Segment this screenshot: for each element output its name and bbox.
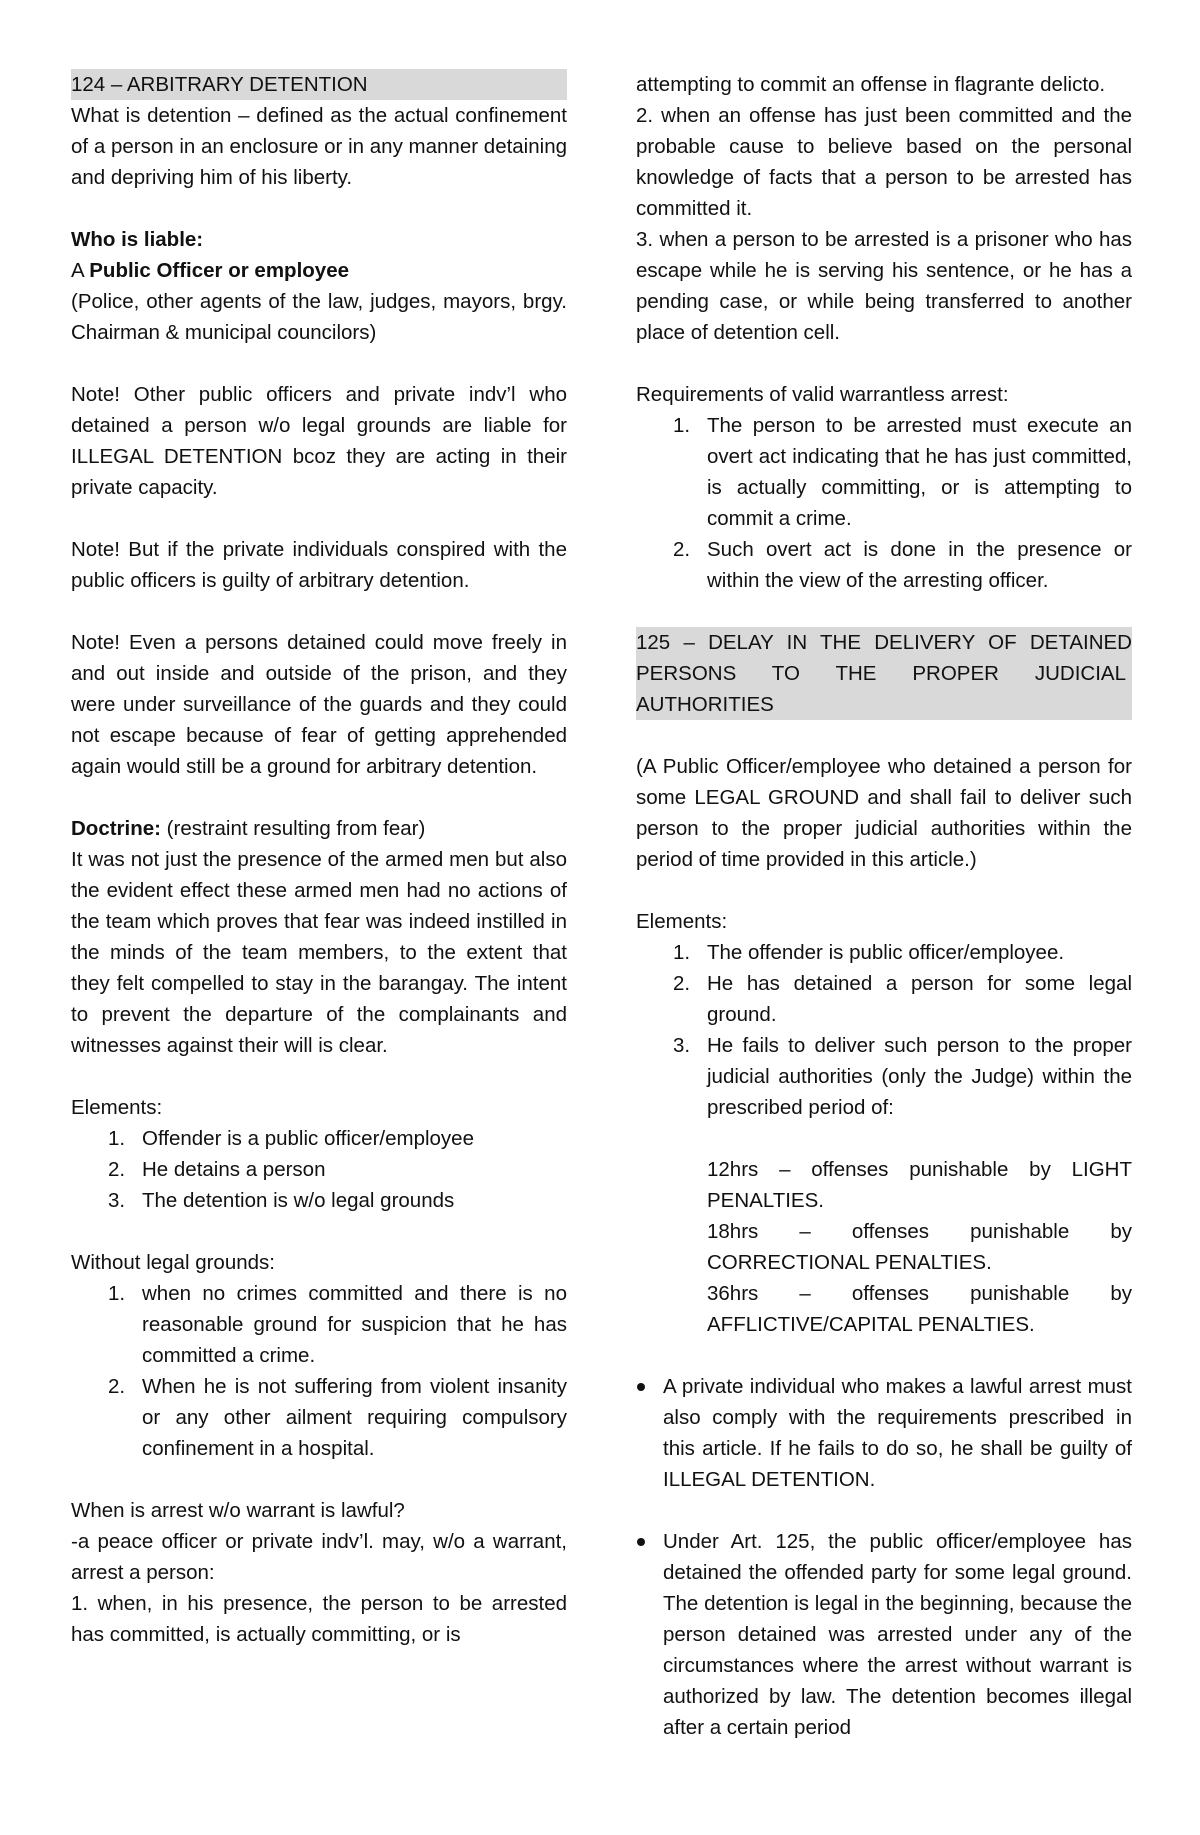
list-item: 1. The offender is public officer/employee. bbox=[673, 941, 1065, 964]
without-legal-grounds-list bbox=[71, 1278, 567, 1464]
warrantless-heading: When is arrest w/o warrant is lawful? bbox=[71, 1499, 405, 1522]
note-2: Note! But if the private individuals conspired with the public officers is guilty of arbitrary detention. bbox=[71, 538, 567, 592]
elements-heading: Elements: bbox=[71, 1096, 163, 1119]
elements-list-125 bbox=[636, 937, 1132, 1123]
right-column bbox=[636, 69, 1132, 1743]
list-item: 2. When he is not suffering from violent insanity or any other ailment requiring compulsory confinement in a hospital. bbox=[108, 1375, 567, 1460]
list-item: 1. Offender is a public officer/employee bbox=[108, 1127, 474, 1150]
bullet-icon bbox=[637, 1383, 645, 1391]
period-afflictive: 36hrs – offenses punishable by AFFLICTIVE/CAPITAL PENALTIES. bbox=[707, 1282, 1132, 1336]
who-liable-officer: Public Officer or employee bbox=[89, 259, 349, 282]
list-item: 2. He detains a person bbox=[108, 1158, 326, 1181]
warrantless-item-1-cont: attempting to commit an offense in flagrante delicto. bbox=[636, 73, 1106, 96]
art125-title-line-2: PERSONS TO THE PROPER JUDICIAL AUTHORITIES bbox=[636, 658, 1132, 720]
bullet-item-art125: Under Art. 125, the public officer/employee has detained the offended party for some legal ground. The detention is legal in the beginning, because the person detained was arrested under any of the circumstances where the arrest without warrant is authorized by law. The detention becomes illegal after a certain period bbox=[636, 1526, 1132, 1743]
art125-title-line-1: 125 – DELAY IN THE DELIVERY OF DETAINED bbox=[636, 627, 1132, 658]
elements-heading-125: Elements: bbox=[636, 910, 728, 933]
list-item: 3. He fails to deliver such person to the proper judicial authorities (only the Judge) within the prescribed period of: bbox=[673, 1034, 1132, 1119]
doctrine-line bbox=[71, 813, 567, 844]
list-item: 1. The person to be arrested must execute an overt act indicating that he has just committed, is actually committing, or is attempting to commit a crime. bbox=[673, 414, 1132, 530]
note-3: Note! Even a persons detained could move freely in and out inside and outside of the prison, and they were under surveillance of the guards and they could not escape because of fear of getting apprehended again would still be a ground for arbitrary detention. bbox=[71, 631, 567, 778]
period-correctional: 18hrs – offenses punishable by CORRECTIONAL PENALTIES. bbox=[707, 1220, 1132, 1274]
list-item: 2. He has detained a person for some legal ground. bbox=[673, 972, 1132, 1026]
who-liable-a: A bbox=[71, 259, 90, 282]
note-1: Note! Other public officers and private indv’l who detained a person w/o legal grounds are liable for ILLEGAL DETENTION bcoz they are acting in their private capacity. bbox=[71, 383, 567, 499]
warrantless-item-1: 1. when, in his presence, the person to be arrested has committed, is actually committing, or is bbox=[71, 1592, 567, 1646]
who-liable-examples: (Police, other agents of the law, judges, mayors, brgy. Chairman & municipal councilors) bbox=[71, 290, 567, 344]
warrantless-item-2: 2. when an offense has just been committed and the probable cause to believe based on the personal knowledge of facts that a person to be arrested has committed it. bbox=[636, 104, 1132, 220]
art124-title: 124 – ARBITRARY DETENTION bbox=[71, 69, 567, 100]
who-liable-heading: Who is liable: bbox=[71, 228, 204, 251]
list-item: 2. Such overt act is done in the presence or within the view of the arresting officer. bbox=[673, 538, 1132, 592]
warrantless-intro: -a peace officer or private indv’l. may, w/o a warrant, arrest a person: bbox=[71, 1530, 567, 1584]
doctrine-label: Doctrine: bbox=[71, 817, 161, 840]
list-item: 1. when no crimes committed and there is no reasonable ground for suspicion that he has committed a crime. bbox=[108, 1282, 567, 1367]
doctrine-subtitle: (restraint resulting from fear) bbox=[160, 817, 426, 840]
elements-list bbox=[71, 1123, 567, 1216]
warrantless-item-3: 3. when a person to be arrested is a prisoner who has escape while he is serving his sentence, or he has a pending case, or while being transferred to another place of detention cell. bbox=[636, 228, 1132, 344]
requirements-heading: Requirements of valid warrantless arrest: bbox=[636, 383, 1009, 406]
bullet-icon bbox=[637, 1538, 645, 1546]
bullet-item-private-individual: A private individual who makes a lawful arrest must also comply with the requirements prescribed in this article. If he fails to do so, he shall be guilty of ILLEGAL DETENTION. bbox=[636, 1371, 1132, 1495]
bullet-list bbox=[636, 1371, 1132, 1743]
period-light: 12hrs – offenses punishable by LIGHT PENALTIES. bbox=[707, 1158, 1132, 1212]
without-legal-grounds-heading: Without legal grounds: bbox=[71, 1251, 275, 1274]
left-column bbox=[71, 69, 567, 1650]
art125-description: (A Public Officer/employee who detained a person for some LEGAL GROUND and shall fail to deliver such person to the proper judicial authorities within the period of time provided in this article.) bbox=[636, 755, 1132, 871]
doctrine-text: It was not just the presence of the armed men but also the evident effect these armed men had no actions of the team which proves that fear was indeed instilled in the minds of the team members, to the extent that they felt compelled to stay in the barangay. The intent to prevent the departure of the complainants and witnesses against their will is clear. bbox=[71, 848, 567, 1057]
requirements-list bbox=[636, 410, 1132, 596]
list-item: 3. The detention is w/o legal grounds bbox=[108, 1189, 455, 1212]
detention-definition: What is detention – defined as the actual confinement of a person in an enclosure or in any manner detaining and depriving him of his liberty. bbox=[71, 104, 567, 189]
who-liable-line bbox=[71, 255, 567, 286]
